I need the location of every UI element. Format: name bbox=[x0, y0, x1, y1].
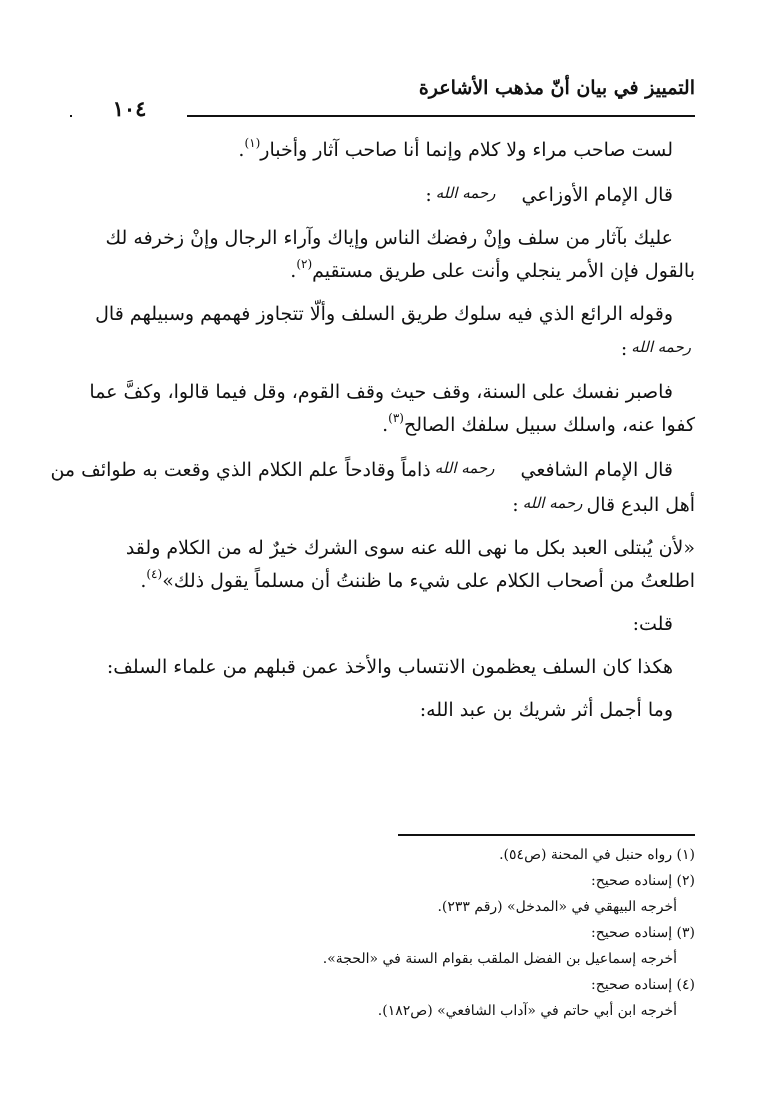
paragraph-line bbox=[70, 565, 695, 598]
page-header bbox=[70, 66, 695, 122]
paragraph-line bbox=[70, 409, 695, 442]
punctuation: . bbox=[290, 260, 297, 282]
paragraph-text: كفوا عنه، واسلك سبيل سلفك الصالح bbox=[403, 414, 695, 436]
paragraph-10: وما أجمل أثر شريك بن عبد الله: bbox=[419, 699, 673, 721]
paragraph-8: قلت: bbox=[632, 613, 673, 635]
paragraph-line: وقوله الرائع الذي فيه سلوك طريق السلف وألّا تتجاوز فهمهم وسبيلهم قال bbox=[95, 303, 673, 325]
footnote-marker: (١) bbox=[244, 136, 261, 150]
paragraph-text: بالقول فإن الأمر ينجلي وأنت على طريق مستقيم bbox=[312, 260, 695, 282]
paragraph-line: عليك بآثار من سلف وإنْ رفضك الناس وإياك وآراء الرجال وإنْ زخرفه لك bbox=[105, 227, 673, 249]
paragraph-text: قال الإمام الشافعي bbox=[520, 459, 673, 481]
punctuation: : bbox=[620, 338, 628, 360]
footnote-marker: (٤) bbox=[146, 567, 163, 581]
paragraph-line bbox=[70, 487, 695, 522]
paragraph-text: ذاماً وقادحاً علم الكلام الذي وقعت به طوائف من bbox=[50, 459, 431, 481]
punctuation: : bbox=[425, 184, 432, 206]
paragraph-text: اطلعتُ من أصحاب الكلام على شيء ما ظننتُ أن مسلماً يقول ذلك» bbox=[162, 570, 695, 592]
page-number: ١٠٤ bbox=[72, 92, 187, 126]
punctuation: . bbox=[238, 139, 245, 161]
paragraph-line bbox=[50, 452, 695, 487]
paragraph-2 bbox=[70, 177, 695, 212]
paragraph-1 bbox=[70, 134, 695, 167]
footnote-2: (٢) إسناده صحيح: bbox=[591, 873, 695, 889]
footnote-separator bbox=[398, 834, 695, 836]
paragraph-text: أهل البدع قال bbox=[586, 494, 695, 516]
honorific-ligature: رحمه الله bbox=[435, 184, 496, 202]
paragraph-6 bbox=[50, 452, 695, 522]
footnotes bbox=[150, 842, 695, 1024]
running-title: التمييز في بيان أنّ مذهب الأشاعرة bbox=[418, 77, 695, 99]
footnote-1: (١) رواه حنبل في المحنة (ص٥٤). bbox=[499, 847, 695, 863]
paragraph-7 bbox=[70, 532, 695, 598]
punctuation: . bbox=[140, 570, 147, 592]
honorific-ligature: رحمه الله bbox=[434, 459, 495, 477]
honorific-ligature: رحمه الله bbox=[631, 338, 691, 356]
paragraph-text: قال الإمام الأوزاعي bbox=[521, 184, 673, 206]
paragraph-line: فاصبر نفسك على السنة، وقف حيث وقف القوم، وقل فيما قالوا، وكفَّ عما bbox=[89, 381, 673, 403]
paragraph-5 bbox=[70, 376, 695, 442]
paragraph-line bbox=[70, 331, 695, 366]
punctuation: . bbox=[382, 414, 389, 436]
paragraph-line: «لأن يُبتلى العبد بكل ما نهى الله عنه سوى الشرك خيرٌ له من الكلام ولقد bbox=[125, 537, 695, 559]
footnote-marker: (٢) bbox=[296, 257, 313, 271]
footnote-4-source: أخرجه ابن أبي حاتم في «آداب الشافعي» (ص١٨٢). bbox=[377, 1003, 677, 1019]
punctuation: : bbox=[512, 494, 519, 516]
footnote-3-source: أخرجه إسماعيل بن الفضل الملقب بقوام السنة في «الحجة». bbox=[322, 951, 677, 967]
paragraph-line bbox=[70, 255, 695, 288]
paragraph-4 bbox=[70, 298, 695, 366]
footnote-3: (٣) إسناده صحيح: bbox=[591, 925, 695, 941]
footnote-2-source: أخرجه البيهقي في «المدخل» (رقم ٢٣٣). bbox=[437, 899, 677, 915]
paragraph-9: هكذا كان السلف يعظمون الانتساب والأخذ عمن قبلهم من علماء السلف: bbox=[106, 656, 673, 678]
paragraph-3 bbox=[70, 222, 695, 288]
honorific-ligature: رحمه الله bbox=[522, 494, 583, 512]
footnote-marker: (٣) bbox=[388, 411, 404, 425]
main-text bbox=[50, 134, 695, 727]
footnote-4: (٤) إسناده صحيح: bbox=[591, 977, 695, 993]
paragraph-text: لست صاحب مراء ولا كلام وإنما أنا صاحب آثار وأخبار bbox=[260, 139, 673, 161]
